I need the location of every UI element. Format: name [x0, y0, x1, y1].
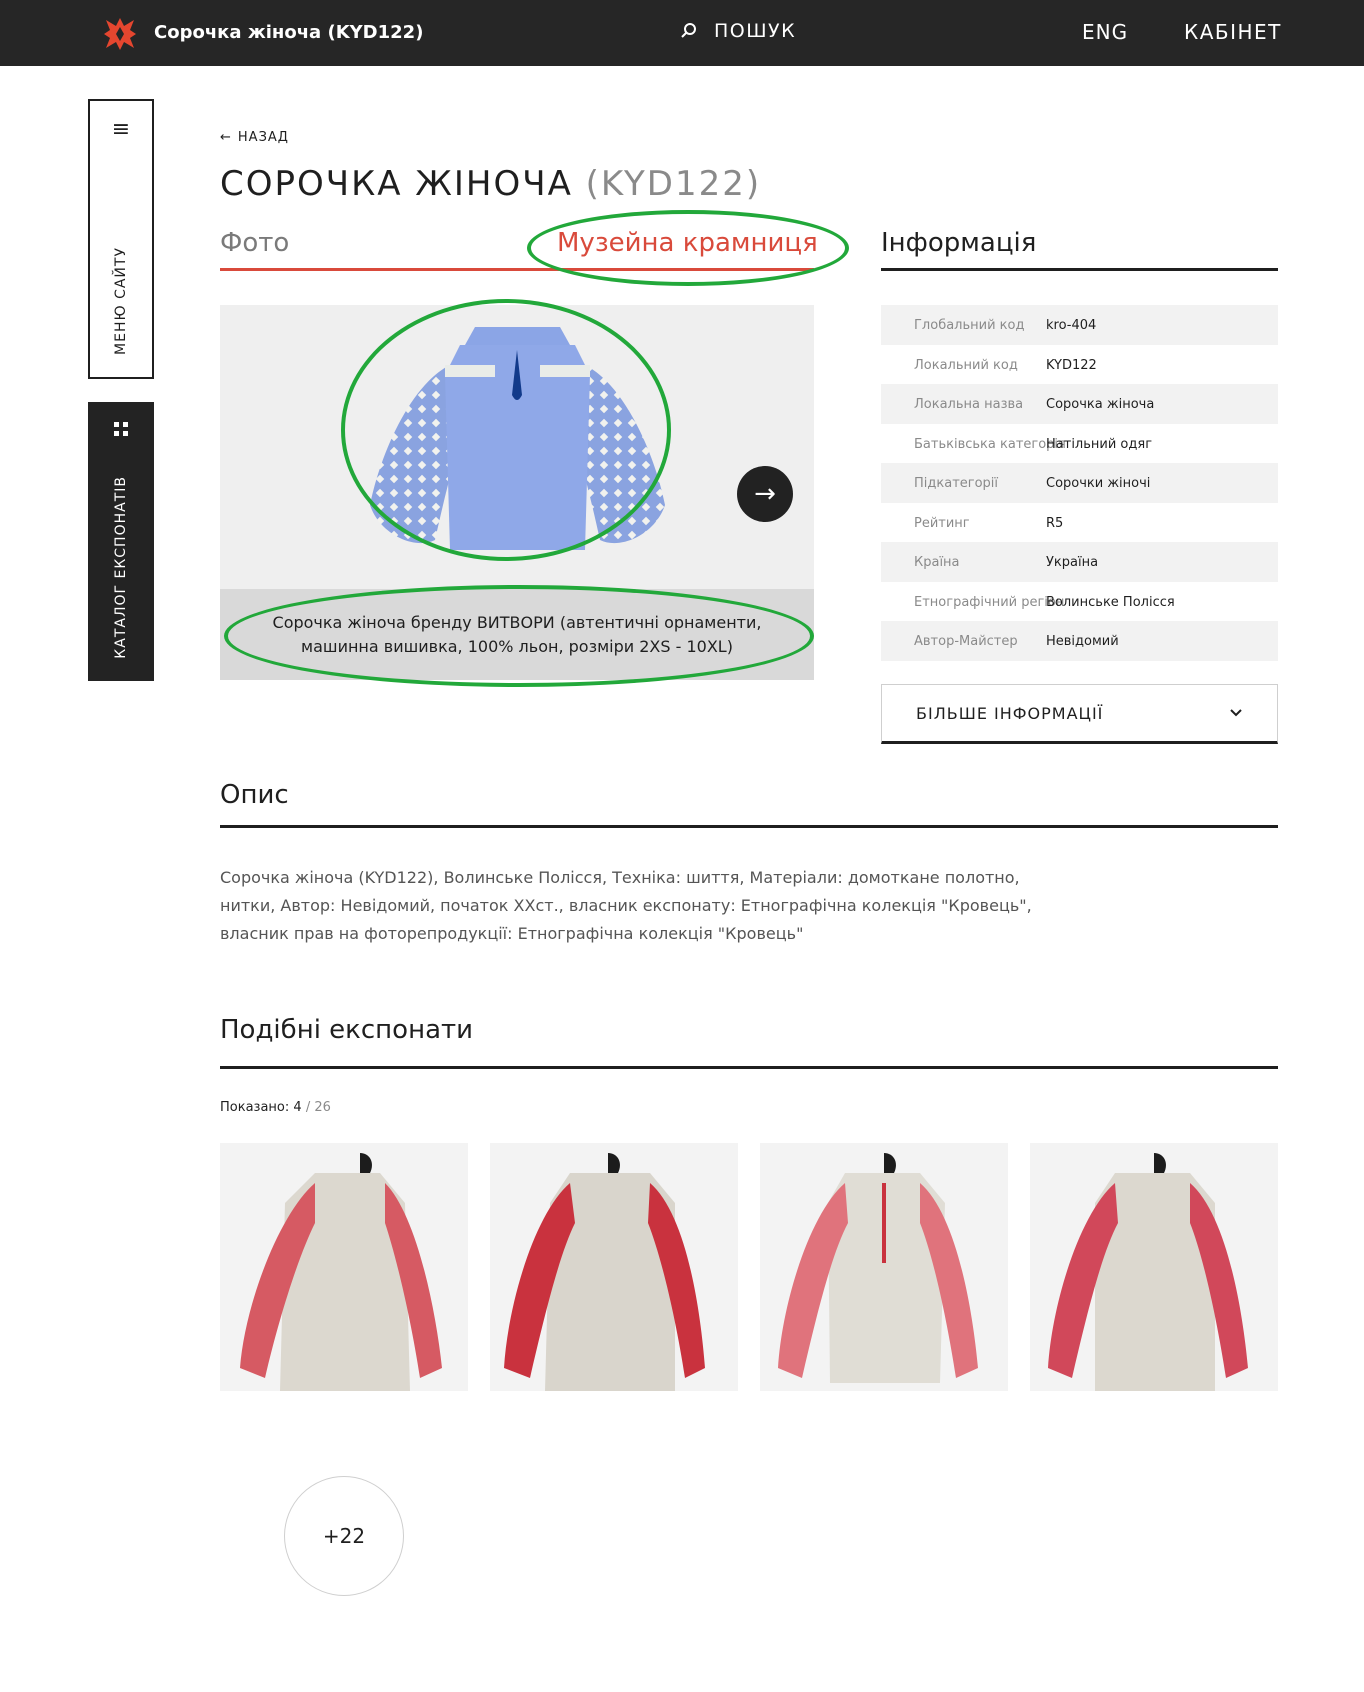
info-key: Батьківська категорія — [914, 436, 1066, 452]
info-key: Автор-Майстер — [914, 633, 1018, 649]
info-value: R5 — [1046, 515, 1064, 531]
info-value: Натільний одяг — [1046, 436, 1153, 452]
description-title: Опис — [220, 780, 289, 810]
shirt-thumbnail — [220, 1143, 468, 1391]
show-more-button[interactable]: +22 — [284, 1476, 404, 1596]
info-value: Сорочки жіночі — [1046, 475, 1151, 491]
similar-item[interactable] — [1030, 1143, 1278, 1391]
arrow-right-icon: → — [754, 479, 776, 509]
tab-underline — [220, 268, 814, 271]
gallery-caption: Сорочка жіноча бренду ВИТВОРИ (автентичні орнаменти, машинна вишивка, 100% льон, розміри 2XS - 10XL) — [220, 589, 814, 680]
shirt-thumbnail — [760, 1143, 1008, 1391]
info-title: Інформація — [881, 228, 1037, 258]
search-icon — [680, 22, 698, 40]
similar-item[interactable] — [220, 1143, 468, 1391]
gallery-next-button[interactable] — [737, 466, 793, 522]
tab-photo[interactable]: Фото — [220, 228, 290, 258]
description-text: Сорочка жіноча (KYD122), Волинське Полісся, Техніка: шиття, Матеріали: домоткане полотно, нитки, Автор: Невідомий, початок XXст., власник експонату: Етнографічна колекція "Кровець", власник прав на фоторепродукції: Етнографічна колекція "Кровець" — [220, 868, 1032, 943]
more-info-label: БІЛЬШЕ ІНФОРМАЦІЇ — [916, 703, 1104, 723]
similar-item[interactable] — [760, 1143, 1008, 1391]
hamburger-icon: ≡ — [111, 117, 131, 142]
site-menu-label: МЕНЮ САЙТУ — [113, 247, 129, 355]
site-menu-button[interactable] — [88, 99, 154, 379]
blouse-image[interactable] — [220, 305, 814, 565]
similar-item[interactable] — [490, 1143, 738, 1391]
description-underline — [220, 825, 1278, 828]
grid-icon — [88, 420, 154, 442]
catalog-button[interactable] — [88, 402, 154, 681]
info-value: KYD122 — [1046, 357, 1097, 373]
shown-count: 4 — [293, 1100, 302, 1115]
back-label: НАЗАД — [237, 130, 289, 145]
info-row-country — [881, 542, 1278, 582]
info-title-underline — [881, 268, 1278, 271]
shirt-thumbnail — [1030, 1143, 1278, 1391]
language-switch[interactable]: ENG — [1082, 20, 1129, 44]
arrow-left-icon: ← — [220, 130, 232, 145]
catalog-label: КАТАЛОГ ЕКСПОНАТІВ — [113, 476, 129, 659]
info-value: Волинське Полісся — [1046, 594, 1175, 610]
info-key: Рейтинг — [914, 515, 970, 531]
info-row-rating — [881, 503, 1278, 543]
chevron-down-icon — [1229, 708, 1243, 718]
shown-total: / 26 — [305, 1100, 331, 1115]
top-bar — [0, 0, 1364, 66]
info-key: Локальний код — [914, 357, 1018, 373]
info-key: Підкатегорії — [914, 475, 999, 491]
title-main: СОРОЧКА ЖІНОЧА — [220, 164, 573, 204]
info-key: Етнографічний регіон — [914, 594, 1065, 610]
info-value: Україна — [1046, 554, 1099, 570]
info-row-local-code — [881, 345, 1278, 385]
page-title — [220, 164, 761, 204]
search-button[interactable] — [680, 20, 796, 42]
similar-title: Подібні експонати — [220, 1015, 474, 1045]
more-info-button[interactable] — [881, 684, 1278, 744]
info-value: Невідомий — [1046, 633, 1119, 649]
search-label: ПОШУК — [714, 20, 797, 42]
shown-label: Показано: — [220, 1100, 290, 1115]
info-key: Глобальний код — [914, 317, 1025, 333]
museum-logo-icon[interactable] — [102, 16, 138, 52]
info-row-author — [881, 621, 1278, 661]
info-key: Країна — [914, 554, 960, 570]
site-title[interactable]: Сорочка жіноча (KYD122) — [154, 22, 424, 43]
info-row-subcategories — [881, 463, 1278, 503]
shown-counter — [220, 1100, 331, 1115]
info-value: Сорочка жіноча — [1046, 396, 1155, 412]
back-link[interactable] — [220, 130, 289, 145]
shirt-thumbnail — [490, 1143, 738, 1391]
info-row-region — [881, 582, 1278, 622]
tab-museum-shop[interactable]: Музейна крамниця — [557, 228, 818, 258]
info-row-global-code — [881, 305, 1278, 345]
cabinet-link[interactable]: КАБІНЕТ — [1184, 20, 1282, 44]
title-code: (KYD122) — [585, 164, 762, 204]
similar-underline — [220, 1066, 1278, 1069]
info-row-parent-category — [881, 424, 1278, 464]
info-row-local-name — [881, 384, 1278, 424]
info-key: Локальна назва — [914, 396, 1024, 412]
info-value: kro-404 — [1046, 317, 1097, 333]
